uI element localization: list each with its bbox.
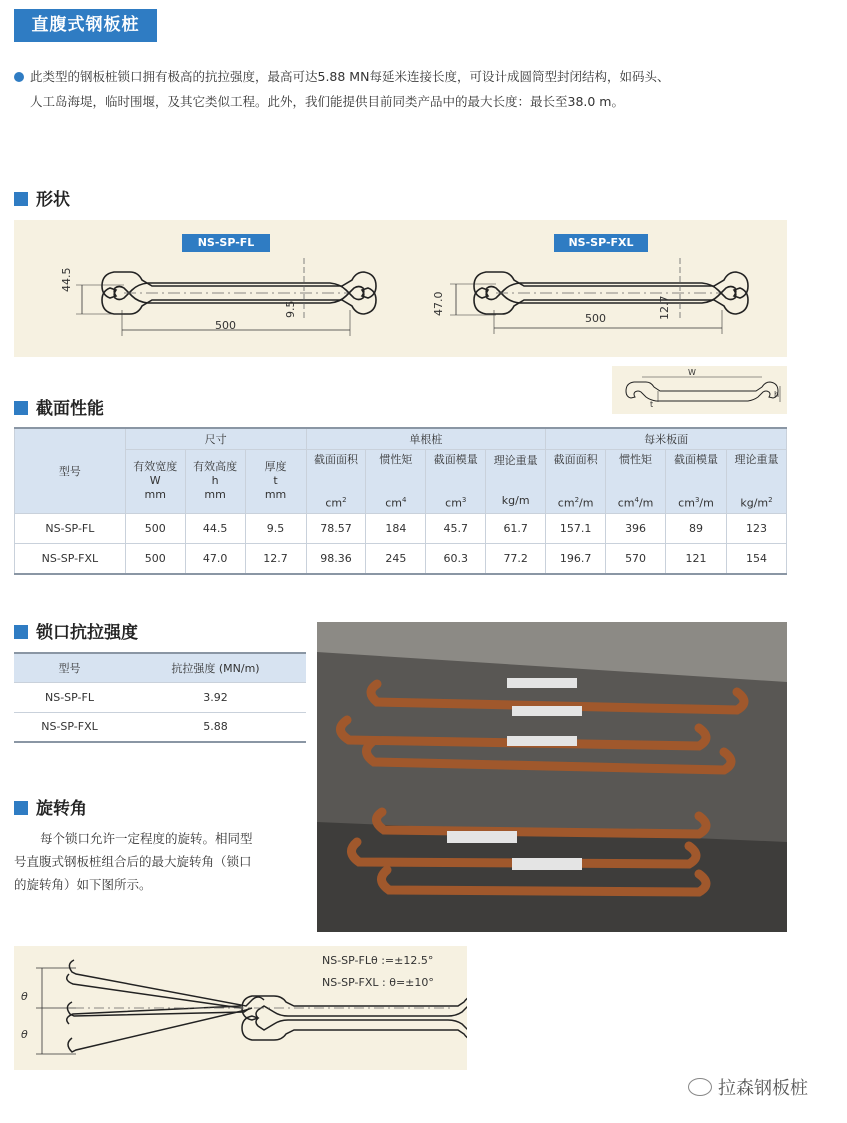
lock-header-model: 型号 [14, 653, 125, 682]
shape-panel [14, 220, 787, 357]
header-modulus: 截面模量 $cm^3$ [426, 449, 486, 514]
dim-fl-height: 44.5 [60, 267, 73, 292]
shape-heading: 形状 [14, 189, 70, 211]
intro-line-2: 人工岛海堤，临时围堰，及其它类似工程。此外，我们能提供目前同类产品中的最大长度：最长至38.0 m。 [30, 94, 624, 109]
header-thickness: 厚度 t mm [245, 449, 306, 514]
rotation-note-fl: NS-SP-FLθ :=±12.5° [322, 954, 434, 967]
section-heading: 截面性能 [14, 398, 104, 420]
table-row: NS-SP-FXL 500 47.0 12.7 98.36 245 60.3 77.2 196.7 570 121 154 [15, 544, 787, 574]
shape-tag-fxl: NS-SP-FXL [554, 234, 648, 252]
header-inertia-per-m: 惯性矩 $cm^4/m$ [606, 449, 666, 514]
header-single-pile: 单根桩 [306, 428, 546, 449]
shape-drawings [14, 220, 787, 357]
dim-fl-thickness: 9.5 [284, 300, 297, 318]
bullet-icon [14, 72, 24, 82]
mini-diagram [612, 366, 787, 414]
lock-heading: 锁口抗拉强度 [14, 622, 138, 644]
rotation-panel [14, 946, 467, 1070]
table-row: NS-SP-FL 500 44.5 9.5 78.57 184 45.7 61.7 157.1 396 89 123 [15, 514, 787, 544]
dim-fxl-thickness: 12.7 [658, 295, 671, 320]
table-row: NS-SP-FL 3.92 [14, 682, 306, 712]
header-height: 有效高度 h mm [185, 449, 245, 514]
mini-label-t: t [650, 400, 654, 409]
header-model: 型号 [15, 428, 126, 514]
dim-fxl-height: 47.0 [432, 291, 445, 316]
header-area-per-m: 截面面积 $cm^2/m$ [546, 449, 606, 514]
dim-fl-width: 500 [215, 319, 236, 332]
lock-header-strength: 抗拉强度 (MN/m) [125, 653, 306, 682]
header-subcolumns [15, 449, 787, 514]
mini-label-w: W [688, 368, 696, 377]
theta-label-upper: θ [21, 990, 28, 1003]
rotation-heading: 旋转角 [14, 798, 87, 820]
header-dimensions: 尺寸 [125, 428, 306, 449]
square-icon [14, 192, 28, 206]
table-row: NS-SP-FXL 5.88 [14, 712, 306, 742]
intro-text [14, 64, 774, 114]
square-icon [14, 801, 28, 815]
shape-tag-fl: NS-SP-FL [182, 234, 270, 252]
header-inertia: 惯性矩 $cm^4$ [366, 449, 426, 514]
header-modulus-per-m: 截面模量 $cm^3/m$ [666, 449, 727, 514]
photo-illustration [317, 622, 787, 932]
header-weight-per-m: 理论重量 $kg/m^2$ [726, 449, 786, 514]
mini-label-h: h [774, 390, 780, 399]
header-per-meter: 每米板面 [546, 428, 787, 449]
rotation-note-fxl: NS-SP-FXL : θ=±10° [322, 976, 434, 989]
watermark: 拉森钢板桩 [688, 1074, 808, 1100]
header-area: 截面面积 $cm^2$ [306, 449, 366, 514]
intro-line-1: 此类型的钢板桩锁口拥有极高的抗拉强度，最高可达5.88 MN每延米连接长度，可设计成圆筒型封闭结构，如码头、 [30, 69, 670, 84]
steel-pile-photo [317, 622, 787, 932]
wechat-icon [688, 1078, 712, 1096]
square-icon [14, 401, 28, 415]
theta-label-lower: θ [21, 1028, 28, 1041]
lock-strength-table [14, 652, 306, 743]
page-title: 直腹式钢板桩 [14, 9, 157, 42]
square-icon [14, 625, 28, 639]
header-weight: 理论重量 kg/m [486, 449, 546, 514]
header-width: 有效宽度 W mm [125, 449, 185, 514]
rotation-text: 每个锁口允许一定程度的旋转。相同型 号直腹式钢板桩组合后的最大旋转角（锁口 的旋转角）如下图所示。 [14, 831, 253, 892]
dim-fxl-width: 500 [585, 312, 606, 325]
mini-profile-shape [612, 366, 787, 414]
section-properties-table [14, 427, 787, 575]
